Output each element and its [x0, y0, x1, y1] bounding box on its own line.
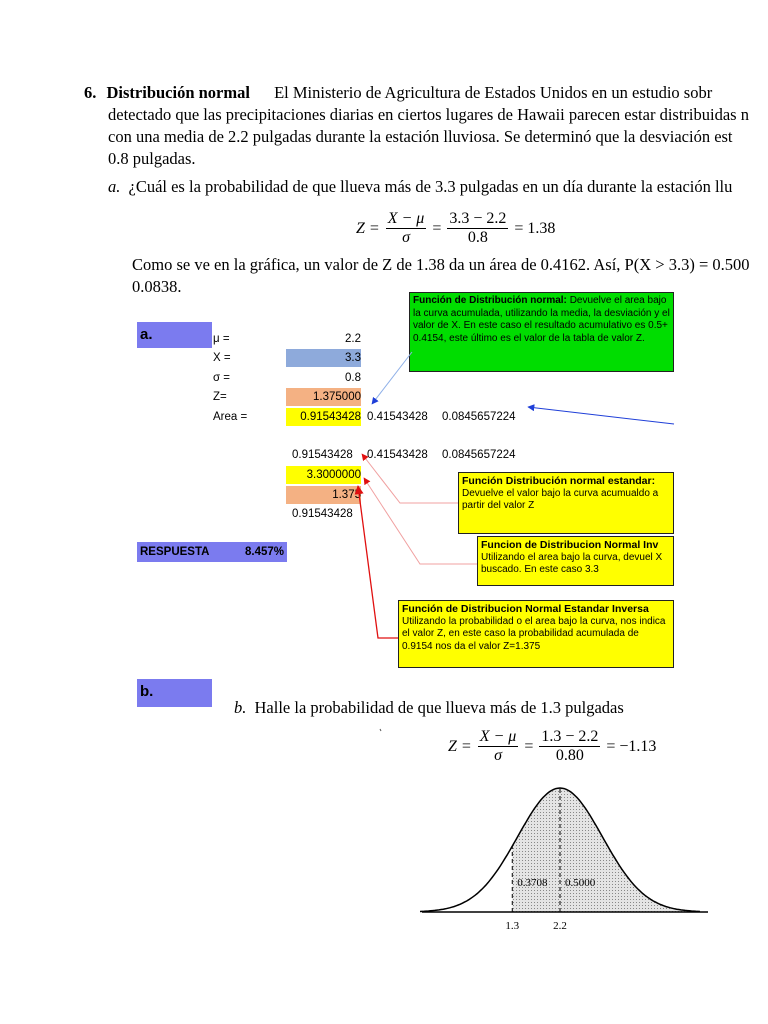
part-b-question [234, 697, 624, 719]
part-a-letter: a. [108, 177, 121, 196]
normal-curve-figure [420, 770, 710, 940]
z-value-cell[interactable]: 1.375000 [286, 388, 361, 406]
area-value-cell[interactable]: 0.91543428 [286, 408, 361, 426]
problem-line-3: con una media de 2.2 pulgadas durante la estación lluviosa. Se determinó que la desviación est [108, 127, 733, 146]
row2-value-c: 0.0845657224 [442, 449, 516, 461]
small-mark [380, 729, 381, 731]
inverse-x-cell[interactable]: 3.3000000 [286, 466, 361, 484]
arrow-right-to-tail [528, 407, 674, 424]
problem-number: 6. [84, 83, 97, 102]
eq-b-num1: X − μ [479, 728, 517, 745]
arrow-inv-to-x [364, 478, 477, 564]
section-a-label: a. [137, 322, 212, 348]
part-a-text: ¿Cuál es la probabilidad de que llueva más de 3.3 pulgadas en un día durante la estación llu [128, 177, 733, 196]
callout-normal-dist-text: Devuelve el area bajo la curva acumulada, utilizando la media, la desviación y el valor de X. En este caso el resultado acumulativo es 0.5+ 0.4154, este último es el valor de la tabla de valor Z. [413, 295, 670, 344]
eq-a-eq2: = [432, 219, 442, 237]
respuesta-label: RESPUESTA [140, 546, 210, 558]
shaded-area [512, 788, 700, 912]
eq-b-rhs: = −1.13 [606, 737, 657, 755]
callout-std-normal-title: Función Distribución normal estandar: [462, 475, 656, 487]
problem-line-2: detectado que las precipitaciones diarias en ciertos lugares de Hawaii parecen estar distribuidas n [108, 105, 749, 124]
standard-value: 0.91543428 [292, 508, 353, 520]
sigma-value: 0.8 [345, 372, 361, 384]
arrow-stdinv-to-z [358, 486, 398, 638]
part-b-text: Halle la probabilidad de que llueva más de 1.3 pulgadas [254, 698, 624, 717]
eq-a-num2: 3.3 − 2.2 [449, 210, 507, 227]
explanation-line-1: Como se ve en la gráfica, un valor de Z de 1.38 da un área de 0.4162. Así, P(X > 3.3) = 0.500 [132, 255, 750, 274]
eq-a-den2: 0.8 [467, 229, 488, 246]
callout-std-normal-text: Devuelve el valor bajo la curva acumualdo a partir del valor Z [462, 487, 659, 511]
problem-line-4: 0.8 pulgadas. [108, 149, 196, 168]
x-value-cell[interactable]: 3.3 [286, 349, 361, 367]
eq-b-den2: 0.80 [555, 747, 584, 764]
row2-value-a: 0.91543428 [292, 449, 353, 461]
respuesta-value: 8.457% [244, 546, 284, 558]
problem-line-1: El Ministerio de Agricultura de Estados Unidos en un estudio sobr [274, 83, 713, 102]
area-label: Area = [213, 411, 248, 423]
eq-b-den1: σ [494, 747, 502, 764]
eq-a-rhs: = 1.38 [514, 219, 556, 237]
eq-b-num2: 1.3 − 2.2 [541, 728, 599, 745]
callout-normal-inv-title: Funcion de Distribucion Normal Inv [481, 539, 659, 551]
eq-a-lhs: Z = [356, 219, 380, 237]
eq-b-lhs: Z = [448, 737, 472, 755]
problem-title: Distribución normal [106, 83, 250, 102]
callout-normal-inv-text: Utilizando el area bajo la curva, devuel X buscado. En este caso 3.3 [481, 551, 663, 575]
tick-label-cut: 1.3 [505, 920, 520, 932]
callout-normal-dist-title: Función de Distribución normal: [413, 295, 567, 306]
arrow-std-to-row2 [362, 454, 458, 503]
right-area-label: 0.5000 [565, 877, 596, 889]
area-tail-value: 0.0845657224 [442, 411, 516, 423]
tick-label-mean: 2.2 [553, 920, 567, 932]
eq-a-num1: X − μ [387, 210, 425, 227]
mu-label: μ = [213, 333, 230, 345]
eq-a-den1: σ [402, 229, 410, 246]
part-b-letter: b. [234, 698, 247, 717]
x-label: X = [213, 352, 231, 364]
row2-value-b: 0.41543428 [367, 449, 428, 461]
left-area-label: 0.3708 [517, 877, 548, 889]
callout-std-normal-inv-title: Función de Distribucion Normal Estandar Inversa [402, 603, 649, 615]
equation-b [448, 728, 656, 765]
z-label: Z= [213, 391, 227, 403]
callout-std-normal-inv-text: Utilizando la probabilidad o el area bajo la curva, nos indica el valor Z, en este caso la probabilidad acumulada de 0.9154 nos da el valor Z=1.375 [402, 615, 666, 652]
mu-value: 2.2 [345, 333, 361, 345]
inverse-z-cell[interactable]: 1.375 [286, 486, 361, 504]
area-half-value: 0.41543428 [367, 411, 428, 423]
arrow-green-to-area [372, 352, 412, 404]
eq-b-eq2: = [524, 737, 534, 755]
sigma-label: σ = [213, 372, 231, 384]
explanation-line-2: 0.0838. [132, 277, 182, 296]
section-b-label: b. [137, 679, 212, 707]
